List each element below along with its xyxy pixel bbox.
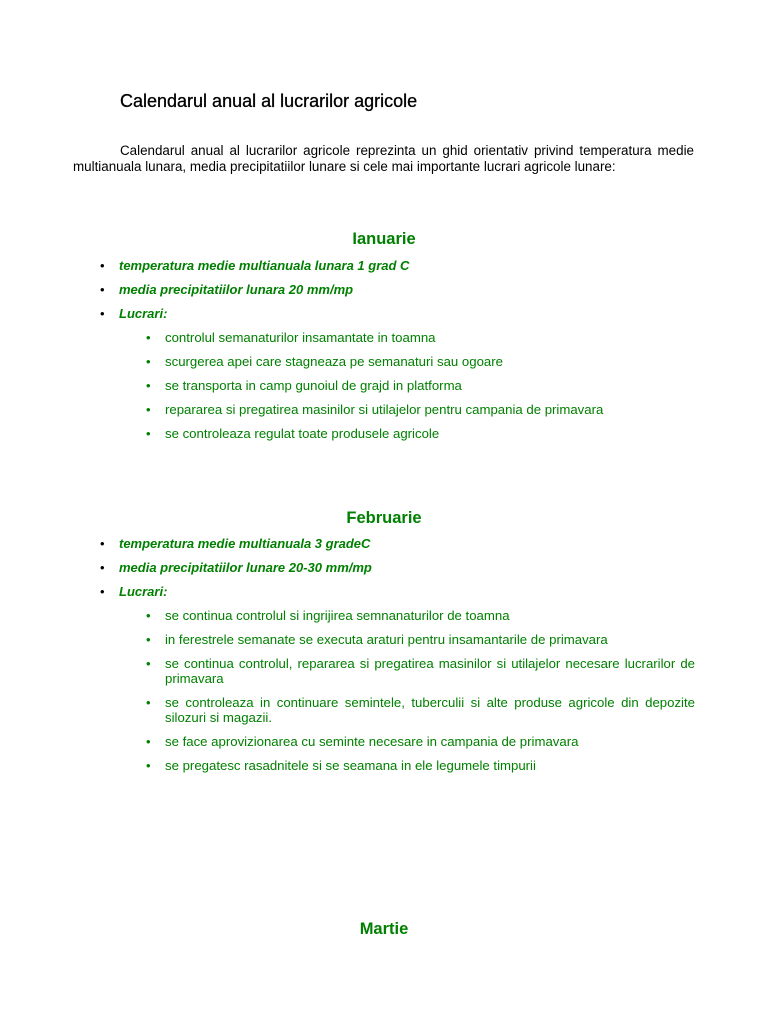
work-text: repararea si pregatirea masinilor si utilajelor pentru campania de primavara (165, 402, 604, 417)
bullet-icon: • (146, 402, 151, 417)
work-item (143, 354, 695, 369)
bullet-icon: • (146, 378, 151, 393)
month-heading-martie: Martie (359, 920, 409, 938)
bullet-icon: • (146, 695, 151, 710)
bullet-icon: • (146, 656, 151, 671)
bullet-icon: • (146, 608, 151, 623)
work-item (143, 608, 695, 623)
property-item (97, 258, 697, 282)
work-item (143, 695, 695, 725)
bullet-icon: • (100, 584, 105, 599)
work-text: scurgerea apei care stagneaza pe semanaturi sau ogoare (165, 354, 503, 369)
bullet-icon: • (146, 632, 151, 647)
work-text: se continua controlul, repararea si pregatirea masinilor si utilajelor necesare lucrarilor de primavara (165, 656, 695, 686)
work-text: in ferestrele semanate se executa araturi pentru insamantarile de primavara (165, 632, 608, 647)
bullet-icon: • (146, 758, 151, 773)
bullet-icon: • (100, 282, 105, 297)
property-text: Lucrari: (119, 584, 168, 599)
property-item (97, 282, 697, 306)
month-heading-ianuarie: Ianuarie (352, 230, 416, 248)
property-text: temperatura medie multianuala 3 gradeC (119, 536, 371, 551)
work-text: se pregatesc rasadnitele si se seamana in ele legumele timpurii (165, 758, 536, 773)
work-text: se controleaza regulat toate produsele agricole (165, 426, 440, 441)
property-item (97, 306, 697, 330)
work-item (143, 426, 695, 441)
work-item (143, 734, 695, 749)
works-list-februarie (143, 608, 695, 782)
work-item (143, 758, 695, 773)
work-item (143, 656, 695, 686)
document-title: Calendarul anual al lucrarilor agricole (120, 91, 418, 111)
bullet-icon: • (100, 560, 105, 575)
work-text: se face aprovizionarea cu seminte necesare in campania de primavara (165, 734, 579, 749)
properties-list-februarie (97, 536, 697, 608)
bullet-icon: • (100, 536, 105, 551)
work-text: se controleaza in continuare semintele, tuberculii si alte produse agricole din depozite silozuri si magazii. (165, 695, 695, 725)
bullet-icon: • (146, 330, 151, 345)
properties-list-ianuarie (97, 258, 697, 330)
work-item (143, 632, 695, 647)
bullet-icon: • (100, 258, 105, 273)
bullet-icon: • (146, 354, 151, 369)
bullet-icon: • (146, 734, 151, 749)
month-heading-februarie: Februarie (346, 509, 422, 527)
property-text: Lucrari: (119, 306, 168, 321)
property-text: temperatura medie multianuala lunara 1 grad C (119, 258, 410, 273)
property-item (97, 560, 697, 584)
property-item (97, 536, 697, 560)
intro-paragraph: Calendarul anual al lucrarilor agricole reprezinta un ghid orientativ privind temperatura medie multianuala lunara, media precipitatiilor lunare si cele mai importante lucrari agricole lunare: (73, 143, 694, 174)
property-item (97, 584, 697, 608)
work-text: se transporta in camp gunoiul de grajd in platforma (165, 378, 462, 393)
work-item (143, 330, 695, 345)
property-text: media precipitatiilor lunara 20 mm/mp (119, 282, 354, 297)
work-item (143, 402, 695, 417)
work-text: se continua controlul si ingrijirea semnanaturilor de toamna (165, 608, 510, 623)
work-text: controlul semanaturilor insamantate in toamna (165, 330, 436, 345)
bullet-icon: • (146, 426, 151, 441)
works-list-ianuarie (143, 330, 695, 450)
bullet-icon: • (100, 306, 105, 321)
work-item (143, 378, 695, 393)
property-text: media precipitatiilor lunare 20-30 mm/mp (119, 560, 372, 575)
